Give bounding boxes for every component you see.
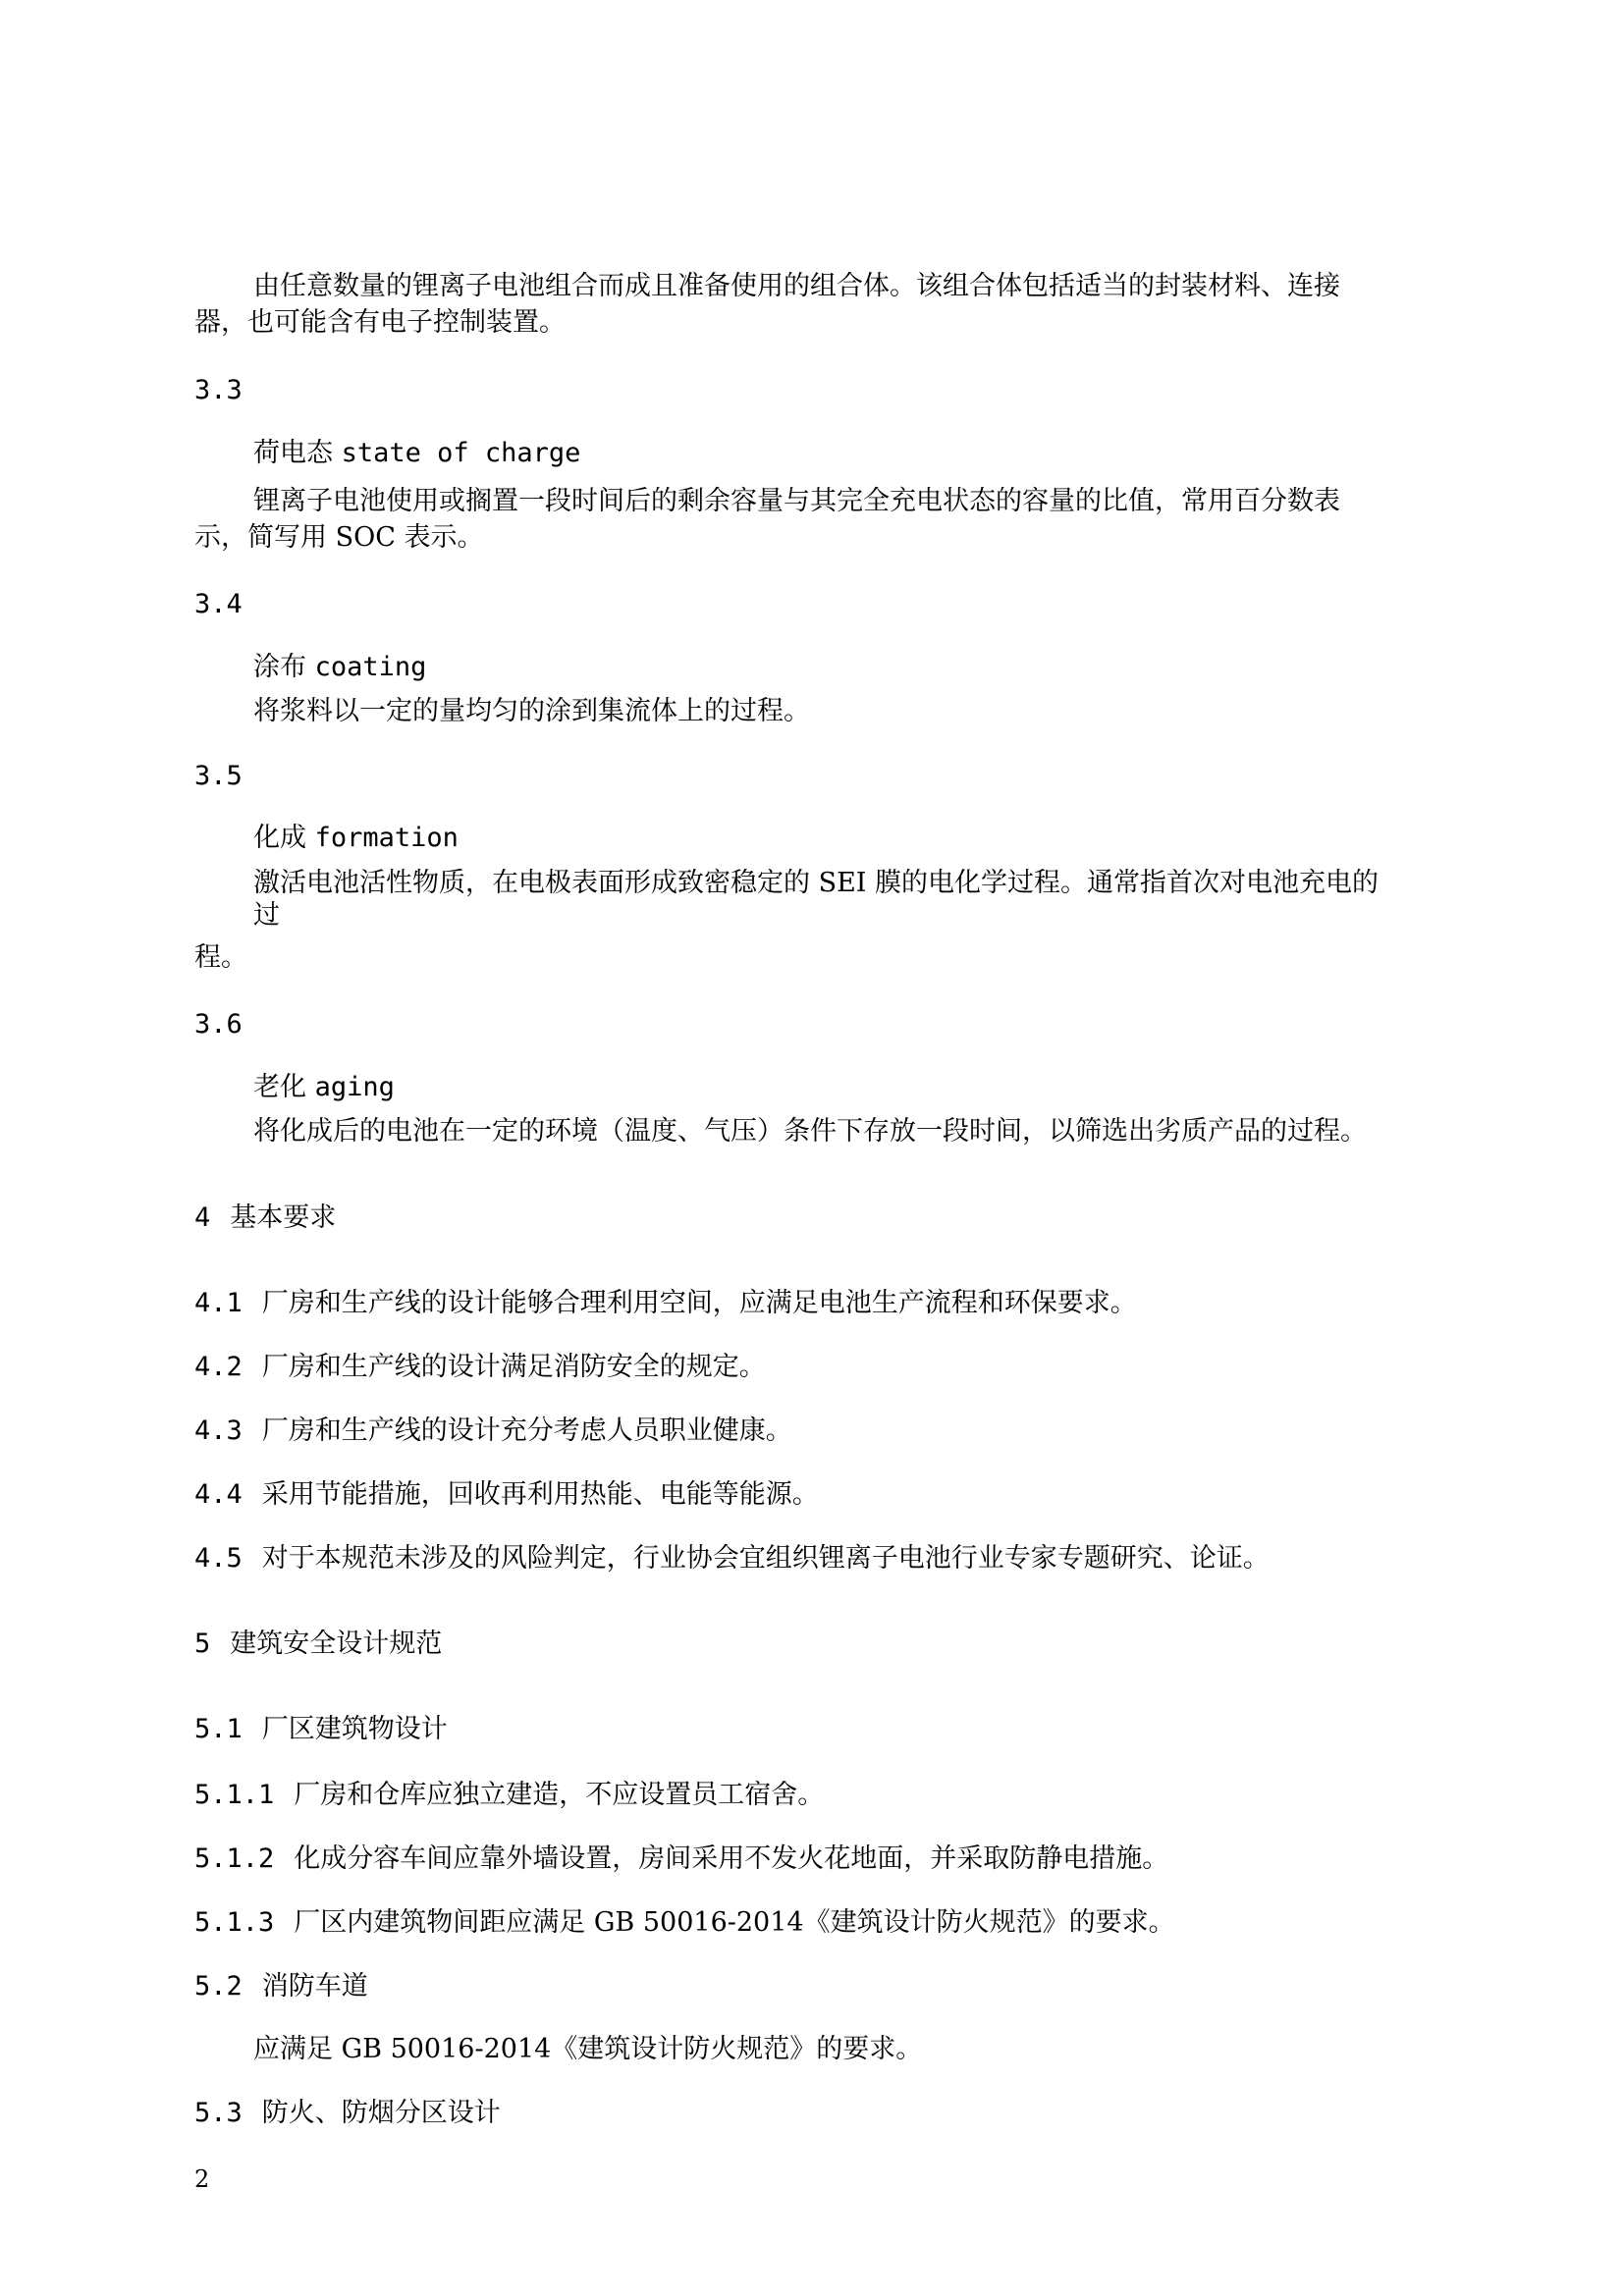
clause-4-4	[194, 1479, 819, 1511]
section-title: 建筑安全设计规范	[230, 1629, 443, 1659]
subsection-5-2-heading	[194, 1971, 368, 2002]
term-en: state of charge	[341, 438, 581, 468]
subsection-title: 消防车道	[261, 1971, 368, 2002]
section-number: 5	[194, 1629, 211, 1659]
subsection-number: 5.3	[194, 2098, 243, 2128]
term-heading-3-5	[253, 823, 459, 854]
clause-5-1-3	[194, 1907, 1175, 1939]
term-zh: 化成	[253, 823, 306, 853]
def-3-2-line-1: 由任意数量的锂离子电池组合而成且准备使用的组合体。该组合体包括适当的封装材料、连接	[253, 271, 1340, 301]
section-title: 基本要求	[230, 1202, 337, 1233]
clause-number: 4.4	[194, 1479, 243, 1510]
clause-number: 5.1.2	[194, 1843, 275, 1874]
def-3-5-line-1: 激活电池活性物质，在电极表面形成致密稳定的 SEI 膜的电化学过程。通常指首次对电池充电的	[253, 868, 1380, 898]
def-3-3-line-2: 示，简写用 SOC 表示。	[194, 522, 484, 553]
clause-number: 4.1	[194, 1288, 243, 1318]
clause-number-3-4: 3.4	[194, 589, 243, 619]
page-number: 2	[194, 2165, 210, 2193]
term-zh: 涂布	[253, 652, 306, 682]
section-4-heading	[194, 1202, 336, 1234]
def-3-3-line-1: 锂离子电池使用或搁置一段时间后的剩余容量与其完全充电状态的容量的比值，常用百分数表	[253, 486, 1340, 516]
clause-4-1	[194, 1288, 1137, 1319]
term-heading-3-4	[253, 652, 426, 683]
term-heading-3-3	[253, 438, 580, 469]
clause-text: 厂房和生产线的设计能够合理利用空间，应满足电池生产流程和环保要求。	[261, 1288, 1137, 1318]
clause-number-3-5: 3.5	[194, 761, 243, 791]
clause-5-1-2	[194, 1843, 1168, 1875]
clause-4-2	[194, 1352, 766, 1383]
term-zh: 荷电态	[253, 438, 333, 468]
def-3-5-line-2: 过	[253, 900, 280, 931]
clause-text: 厂区内建筑物间距应满足 GB 50016-2014《建筑设计防火规范》的要求。	[294, 1907, 1175, 1938]
term-zh: 老化	[253, 1072, 306, 1102]
section-5-heading	[194, 1629, 442, 1660]
subsection-title: 厂区建筑物设计	[261, 1714, 448, 1744]
subsection-5-1-heading	[194, 1714, 448, 1745]
term-en: formation	[314, 823, 459, 853]
clause-number-3-6: 3.6	[194, 1009, 243, 1040]
clause-text: 采用节能措施，回收再利用热能、电能等能源。	[261, 1479, 819, 1510]
clause-number: 4.2	[194, 1352, 243, 1382]
clause-text: 化成分容车间应靠外墙设置，房间采用不发火花地面，并采取防静电措施。	[294, 1843, 1169, 1874]
clause-number: 5.1.1	[194, 1780, 275, 1810]
def-3-6-line-1: 将化成后的电池在一定的环境（温度、气压）条件下存放一段时间，以筛选出劣质产品的过程。	[253, 1116, 1367, 1147]
subsection-title: 防火、防烟分区设计	[261, 2098, 501, 2128]
def-3-4-line-1: 将浆料以一定的量均匀的涂到集流体上的过程。	[253, 696, 810, 726]
clause-5-1-1	[194, 1780, 824, 1811]
term-en: aging	[314, 1072, 395, 1102]
section-number: 4	[194, 1202, 211, 1233]
def-3-2-line-2: 器，也可能含有电子控制装置。	[194, 307, 566, 338]
def-3-5-line-3: 程。	[194, 942, 247, 973]
clause-4-5	[194, 1543, 1270, 1575]
term-en: coating	[314, 652, 427, 682]
clause-number: 4.3	[194, 1415, 243, 1446]
term-heading-3-6	[253, 1072, 395, 1103]
clause-number: 4.5	[194, 1543, 243, 1574]
clause-number-3-3: 3.3	[194, 375, 243, 405]
clause-5-2-text: 应满足 GB 50016-2014《建筑设计防火规范》的要求。	[253, 2034, 923, 2064]
subsection-5-3-heading	[194, 2098, 501, 2129]
subsection-number: 5.1	[194, 1714, 243, 1744]
clause-number: 5.1.3	[194, 1907, 275, 1938]
clause-text: 厂房和生产线的设计充分考虑人员职业健康。	[261, 1415, 792, 1446]
clause-text: 对于本规范未涉及的风险判定，行业协会宜组织锂离子电池行业专家专题研究、论证。	[261, 1543, 1270, 1574]
clause-text: 厂房和生产线的设计满足消防安全的规定。	[261, 1352, 766, 1382]
clause-4-3	[194, 1415, 792, 1447]
clause-text: 厂房和仓库应独立建造，不应设置员工宿舍。	[294, 1780, 825, 1810]
subsection-number: 5.2	[194, 1971, 243, 2002]
